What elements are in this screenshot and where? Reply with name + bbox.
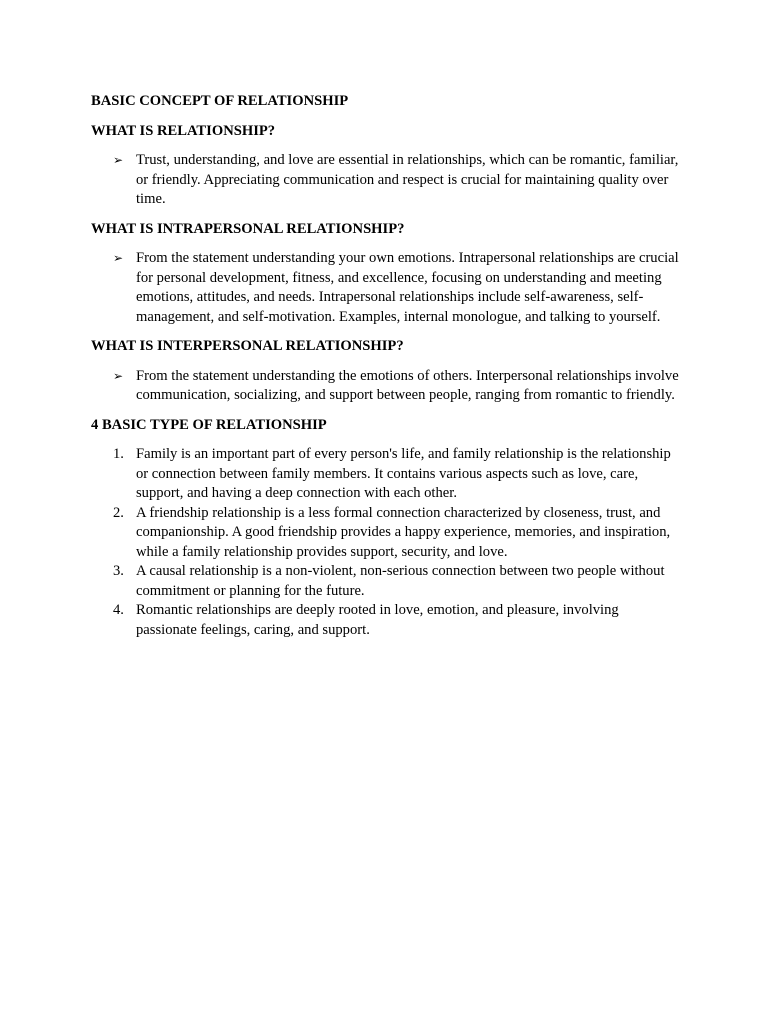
bullet-text: From the statement understanding the emotions of others. Interpersonal relationships involve communication, socializing, and support between people, ranging from romantic to friendly. [136,367,679,403]
arrow-bullet-icon: ➢ [113,153,124,167]
list-number: 2. [113,504,124,521]
section-heading-relationship: WHAT IS RELATIONSHIP? [91,122,276,139]
list-item-text: A causal relationship is a non-violent, non-serious connection between two people without commitment or planning for the future. [136,563,665,599]
bullet-list [91,249,681,327]
bullet-list [91,367,681,406]
arrow-bullet-icon: ➢ [113,368,124,383]
list-item [91,504,681,563]
list-item-text: Romantic relationships are deeply rooted in love, emotion, and pleasure, involving passionate feelings, caring, and support. [136,602,619,638]
document-body [91,92,681,640]
bullet-text: From the statement understanding your own emotions. Intrapersonal relationships are crucial for personal development, fitness, and excellence, focusing on understanding and meeting emotions, attitudes, and needs. Intrapersonal relationships include self-awareness, self-management, and self-motivation. Examples, internal monologue, and talking to yourself. [136,250,679,325]
list-number: 1. [113,446,124,462]
list-item [91,601,681,640]
list-item [91,562,681,601]
list-item-text: A friendship relationship is a less formal connection characterized by closeness, trust, and companionship. A good friendship provides a happy experience, memories, and inspiration, while a family relationship provides support, security, and love. [136,504,671,560]
list-item [91,445,681,504]
document-title: BASIC CONCEPT OF RELATIONSHIP [91,93,349,109]
list-item [91,151,681,210]
arrow-bullet-icon: ➢ [113,251,124,265]
bullet-list [91,151,681,210]
section-heading-interpersonal: WHAT IS INTERPERSONAL RELATIONSHIP? [91,338,404,354]
section-heading-intrapersonal: WHAT IS INTRAPERSONAL RELATIONSHIP? [91,220,405,237]
section-heading-types: 4 BASIC TYPE OF RELATIONSHIP [91,416,327,433]
list-number: 3. [113,563,124,579]
list-item [91,367,681,406]
list-item [91,249,681,327]
list-number: 4. [113,602,124,618]
list-item-text: Family is an important part of every person's life, and family relationship is the relationship or connection between family members. It contains various aspects such as love, care, support, and having a deep connection with each other. [136,446,671,501]
numbered-list [91,445,681,640]
bullet-text: Trust, understanding, and love are essential in relationships, which can be romantic, familiar, or friendly. Appreciating communication and respect is crucial for maintaining quality over time. [136,152,679,207]
